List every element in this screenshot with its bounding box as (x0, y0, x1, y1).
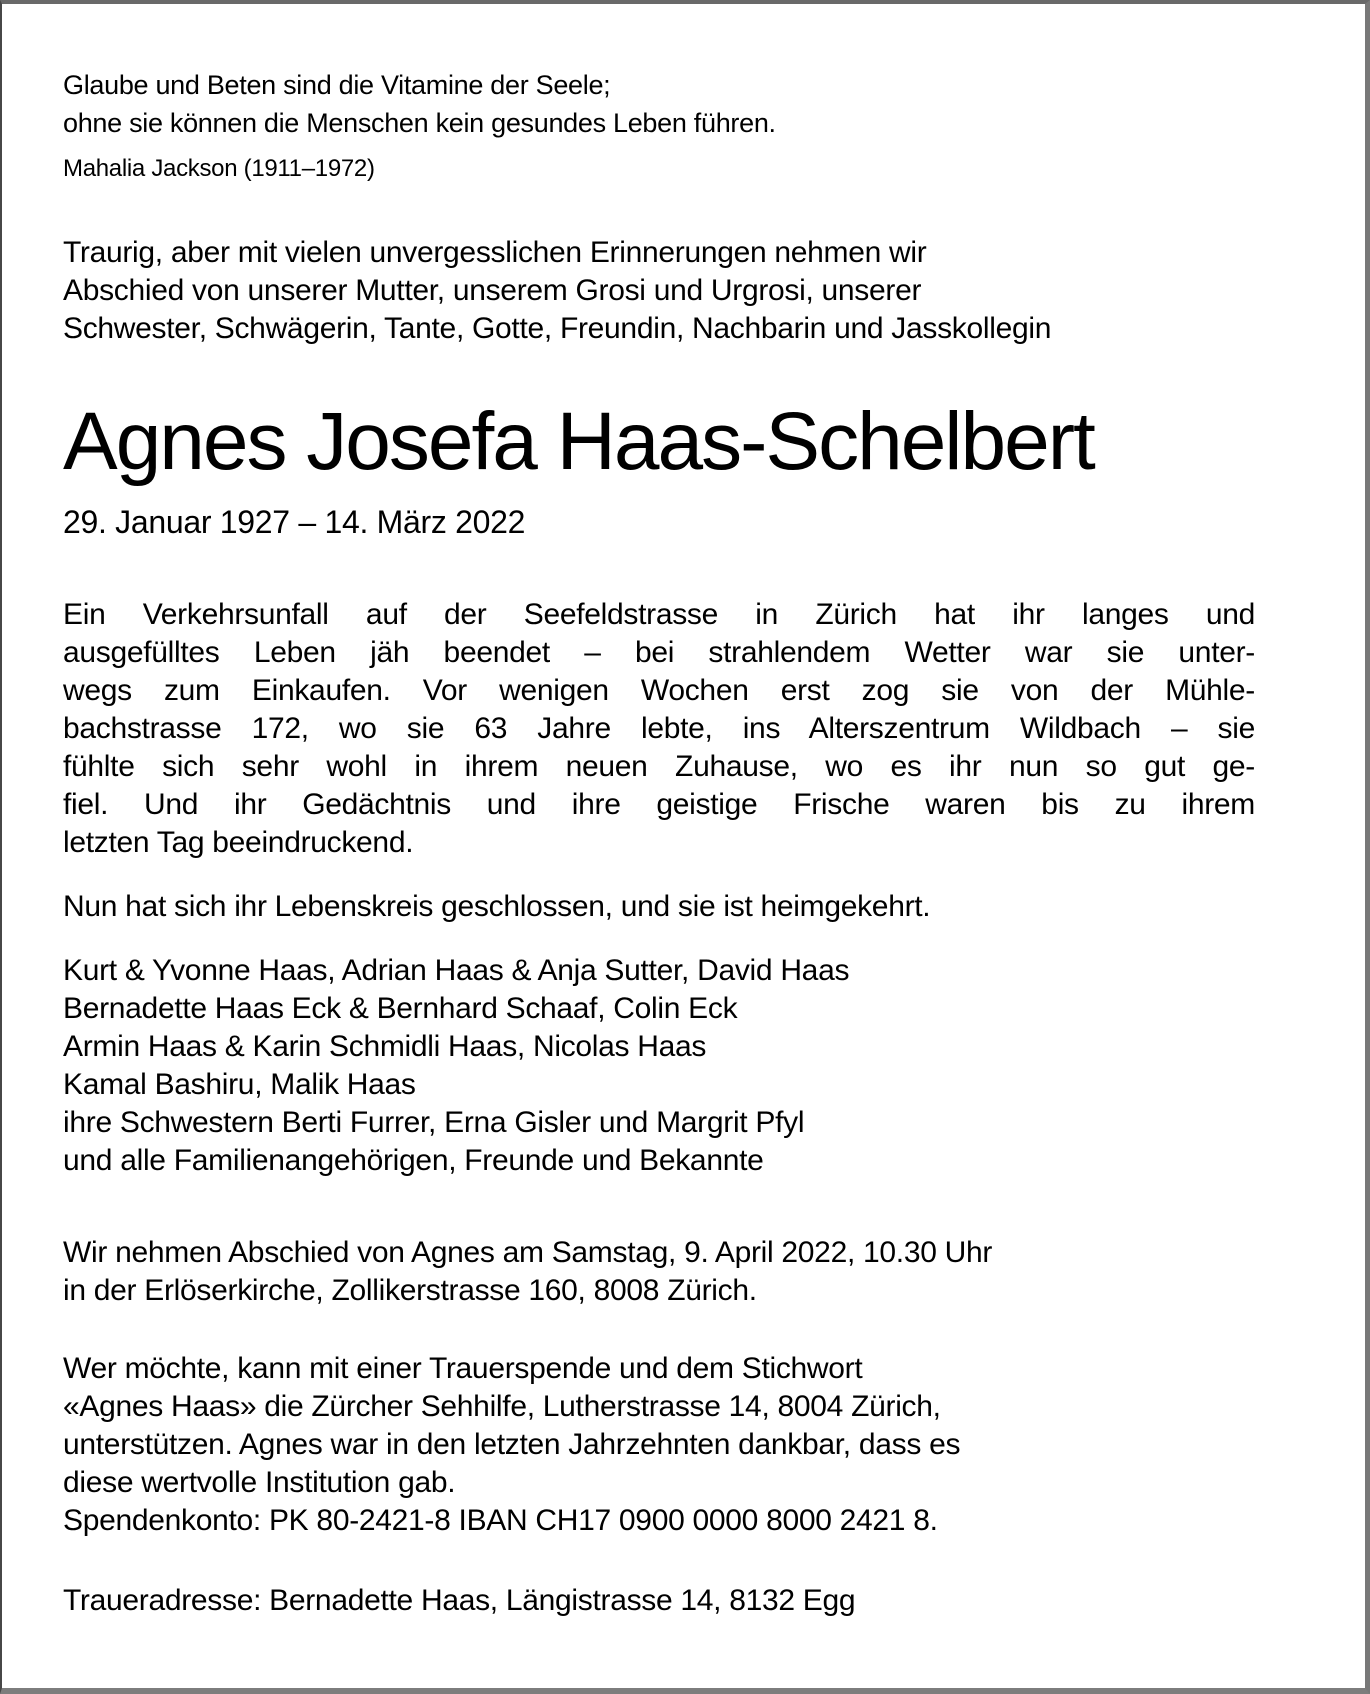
mourners-list (63, 952, 1255, 1180)
text-line: Glaube und Beten sind die Vitamine der Seele; (63, 70, 611, 100)
text-line: und alle Familienangehörigen, Freunde und Bekannte (63, 1144, 764, 1177)
text-line: Kurt & Yvonne Haas, Adrian Haas & Anja Sutter, David Haas (63, 954, 850, 987)
quote-block (63, 66, 1255, 142)
text-line: Wer möchte, kann mit einer Trauerspende und dem Stichwort (63, 1352, 863, 1385)
text-line: bachstrasse 172, wo sie 63 Jahre lebte, ins Alterszentrum Wildbach – sie (63, 712, 1255, 745)
text-line: Kamal Bashiru, Malik Haas (63, 1068, 416, 1101)
closing-sentence: Nun hat sich ihr Lebenskreis geschlossen, und sie ist heimgekehrt. (63, 890, 931, 923)
text-line: Ein Verkehrsunfall auf der Seefeldstrasse in Zürich hat ihr langes und (63, 598, 1255, 631)
mourning-address: Traueradresse: Bernadette Haas, Längistrasse 14, 8132 Egg (63, 1584, 856, 1617)
text-line: letzten Tag beeindruckend. (63, 826, 414, 859)
donation-info (63, 1350, 1255, 1540)
text-line: in der Erlöserkirche, Zollikerstrasse 160, 8008 Zürich. (63, 1274, 757, 1307)
text-line: «Agnes Haas» die Zürcher Sehhilfe, Lutherstrasse 14, 8004 Zürich, (63, 1390, 941, 1423)
text-line: fiel. Und ihr Gedächtnis und ihre geistige Frische waren bis zu ihrem (63, 788, 1255, 821)
text-line: ihre Schwestern Berti Furrer, Erna Gisler und Margrit Pfyl (63, 1106, 805, 1139)
text-line: ohne sie können die Menschen kein gesundes Leben führen. (63, 108, 776, 138)
text-line: Schwester, Schwägerin, Tante, Gotte, Freundin, Nachbarin und Jasskollegin (63, 312, 1052, 345)
text-line: Wir nehmen Abschied von Agnes am Samstag, 9. April 2022, 10.30 Uhr (63, 1236, 993, 1269)
quote-attribution: Mahalia Jackson (1911–1972) (63, 155, 375, 182)
text-line: Spendenkonto: PK 80-2421-8 IBAN CH17 0900 0000 8000 2421 8. (63, 1504, 938, 1537)
text-line: Bernadette Haas Eck & Bernhard Schaaf, Colin Eck (63, 992, 738, 1025)
text-line: fühlte sich sehr wohl in ihrem neuen Zuhause, wo es ihr nun so gut ge- (63, 750, 1255, 783)
text-line: diese wertvolle Institution gab. (63, 1466, 456, 1499)
obituary-content (63, 66, 1255, 1620)
text-line: Abschied von unserer Mutter, unserem Grosi und Urgrosi, unserer (63, 274, 922, 307)
deceased-name: Agnes Josefa Haas-Schelbert (63, 396, 1094, 487)
obituary-paragraph (63, 596, 1255, 862)
funeral-service-info (63, 1234, 1255, 1310)
text-line: unterstützen. Agnes war in den letzten Jahrzehnten dankbar, dass es (63, 1428, 961, 1461)
life-dates: 29. Januar 1927 – 14. März 2022 (63, 504, 526, 540)
text-line: ausgefülltes Leben jäh beendet – bei strahlendem Wetter war sie unter- (63, 636, 1255, 669)
text-line: Armin Haas & Karin Schmidli Haas, Nicolas Haas (63, 1030, 707, 1063)
intro-paragraph (63, 234, 1255, 348)
text-line: wegs zum Einkaufen. Vor wenigen Wochen erst zog sie von der Mühle- (63, 674, 1255, 707)
text-line: Traurig, aber mit vielen unvergesslichen Erinnerungen nehmen wir (63, 236, 927, 269)
